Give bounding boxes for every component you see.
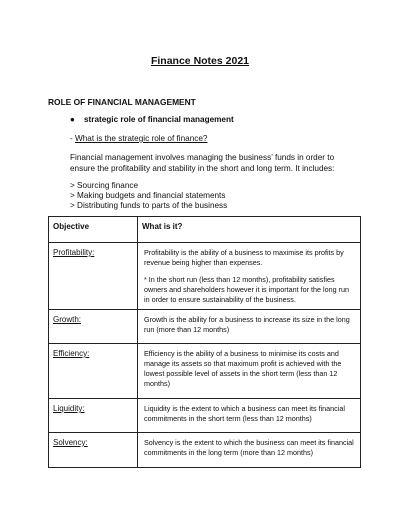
list-item: > Making budgets and financial statements	[70, 191, 226, 201]
table-row	[49, 399, 361, 433]
table-header-row	[49, 217, 361, 243]
objective-cell: Profitability:	[49, 243, 138, 310]
question-prefix: -	[70, 134, 76, 143]
objectives-table	[48, 216, 361, 468]
description-text: Solvency is the extent to which the business can meet its financial commitments in the long term (more than 12 months)	[144, 438, 354, 457]
description-cell	[138, 399, 361, 433]
table-row	[49, 433, 361, 468]
objective-cell: Solvency:	[49, 433, 138, 468]
description-text: Liquidity is the extent to which a business can meet its financial commitments in the short term (less than 12 months)	[144, 404, 345, 423]
description-text: Profitability is the ability of a business to maximise its profits by revenue being higher than expenses.	[144, 248, 344, 267]
section-heading: ROLE OF FINANCIAL MANAGEMENT	[48, 97, 196, 107]
description-cell	[138, 433, 361, 468]
description-cell	[138, 344, 361, 399]
includes-list	[70, 181, 227, 212]
question-text: What is the strategic role of finance?	[75, 134, 208, 143]
objective-cell: Efficiency:	[49, 344, 138, 399]
header-objective: Objective	[49, 217, 138, 243]
list-item: > Distributing funds to parts of the business	[70, 201, 228, 211]
objective-cell: Liquidity:	[49, 399, 138, 433]
table-row	[49, 344, 361, 399]
description-cell	[138, 310, 361, 344]
table-row	[49, 310, 361, 344]
objective-cell: Growth:	[49, 310, 138, 344]
bullet-dot-icon: ●	[70, 115, 75, 124]
bullet-item	[70, 115, 234, 124]
description-text: Efficiency is the ability of a business to minimise its costs and manage its assets so that maximum profit is achieved with the lowest possible level of assets in the short term (less than 12 months)	[144, 349, 342, 388]
question-line	[70, 134, 207, 143]
header-what-is-it: What is it?	[138, 217, 361, 243]
list-item: > Sourcing finance	[70, 181, 139, 190]
table-row	[49, 243, 361, 310]
description-text: Growth is the ability for a business to increase its size in the long run (more than 12 months)	[144, 315, 350, 334]
bullet-text: strategic role of financial management	[84, 115, 234, 124]
intro-paragraph: Financial management involves managing the business’ funds in order to ensure the profitability and stability in the short and long term. It includes:	[70, 153, 335, 173]
description-cell	[138, 243, 361, 310]
document-title: Finance Notes 2021	[150, 55, 250, 67]
description-note: * In the short run (less than 12 months), profitability satisfies owners and shareholders however it is important for the long run in order to ensure sustainability of the business.	[144, 275, 349, 304]
